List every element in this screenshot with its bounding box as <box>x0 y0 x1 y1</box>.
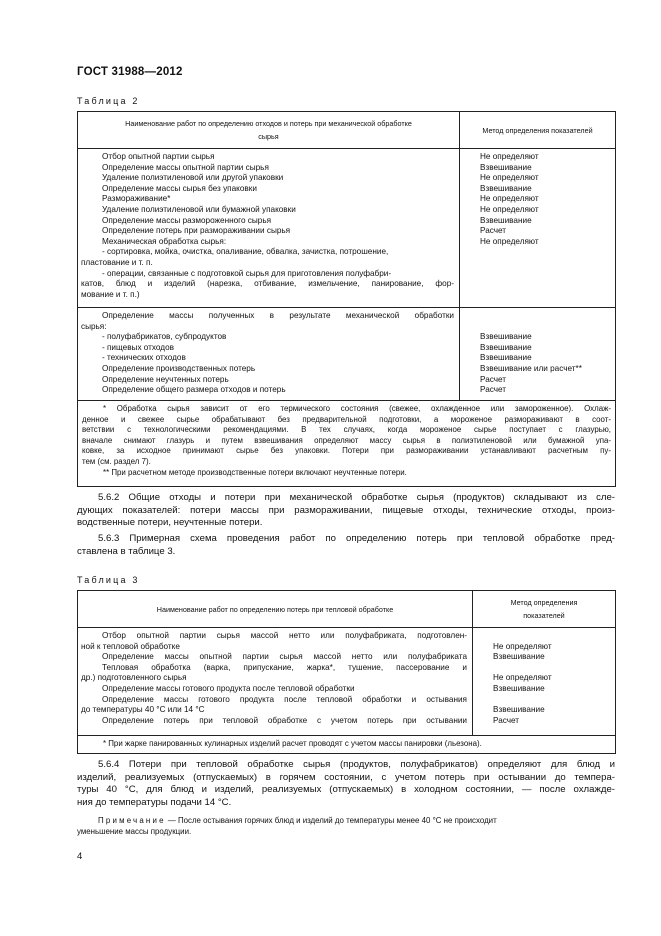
table-cell-line: Не определяют <box>493 641 552 651</box>
table-cell-line: Взвешивание <box>480 183 532 193</box>
paragraph-5-6-3 <box>77 533 615 558</box>
table2-section1-row <box>78 149 616 308</box>
table-cell-line: Не определяют <box>480 236 539 246</box>
table2-caption-word: Таблица <box>77 96 128 106</box>
table-cell-line: сырья: <box>81 321 107 331</box>
table2-header-method: Метод определения показателей <box>460 112 616 149</box>
note-label: Примечание <box>98 816 166 825</box>
table-cell-line: Взвешивание <box>480 162 532 172</box>
table-cell-line: Определение общего размера отходов и потерь <box>102 385 286 395</box>
table-cell-line: Механическая обработка сырья: <box>102 236 227 246</box>
table-cell-line: пластование и т. п. <box>81 257 153 267</box>
table2-caption <box>77 96 137 106</box>
table-cell-line: - полуфабрикатов, субпродуктов <box>102 332 227 342</box>
table3-header-method-line: Метод определения <box>510 598 578 607</box>
table3-footnote <box>78 736 616 754</box>
paragraph-line: дующих показателей: потери массы при размораживании, пищевые отходы, технические отходы, произ- <box>77 504 615 516</box>
table-cell-line: Определение массы сырья без упаковки <box>102 183 257 193</box>
table3-header-row <box>78 591 616 628</box>
paragraph-line: туры 40 °С, для блюд и изделий, реализуемых (отпускаемых) в холодном состоянии, — после охлажде- <box>77 784 615 796</box>
table2-section2-work <box>78 308 460 401</box>
table-cell-line: Взвешивание <box>480 215 532 225</box>
table-cell-line: др.) подготовленного сырья <box>81 673 187 683</box>
footnote-line: ветствии с технологическими рекомендациями. В тех случаях, когда мороженое сырье поступает с глазурью, <box>82 425 611 435</box>
paragraph-5-6-4 <box>77 759 615 809</box>
note-block <box>77 815 615 838</box>
table2-footnote <box>78 401 616 487</box>
table-cell-line: Взвешивание <box>493 705 545 715</box>
table-cell-line: мование и т. п.) <box>81 289 140 299</box>
footnote-line: ** При расчетном методе производственные потери включают неучтенные потери. <box>103 467 407 477</box>
table-cell-line <box>493 695 612 706</box>
footnote-line: денное и свежее сырье обрабатывают без предварительной подготовки, а мороженое размораживают в соот- <box>82 414 611 424</box>
paragraph-5-6-2 <box>77 492 615 530</box>
table-cell-line: - пищевых отходов <box>102 342 174 352</box>
table3-caption-word: Таблица <box>77 575 128 585</box>
table-2 <box>77 111 616 487</box>
table-cell-line: Удаление полиэтиленовой или бумажной упаковки <box>102 204 296 214</box>
table-cell-line: Взвешивание <box>480 342 532 352</box>
table3-caption <box>77 575 137 585</box>
table3-header-work: Наименование работ по определению потерь при тепловой обработке <box>78 591 473 628</box>
table-cell-line: Определение производственных потерь <box>102 363 256 373</box>
note-line-2: уменьшение массы продукции. <box>77 827 192 837</box>
table-cell-line: Размораживание* <box>102 194 171 204</box>
table-cell-line: Взвешивание или расчет** <box>480 363 582 373</box>
table-cell-line <box>493 663 612 674</box>
page-number: 4 <box>77 851 83 862</box>
table2-section2-method <box>460 308 616 401</box>
table-cell-line: Удаление полиэтиленовой или другой упаковки <box>102 173 284 183</box>
table3-body-row <box>78 628 616 736</box>
table3-body-work <box>78 628 473 736</box>
table-cell-line: Взвешивание <box>480 332 532 342</box>
table-cell-line: Взвешивание <box>493 652 545 662</box>
table-cell-line: до температуры 40 °С или 14 °С <box>81 705 205 715</box>
table3-footnote-row <box>78 736 616 754</box>
table3-header-method-line: показателей <box>523 611 565 620</box>
table3-caption-number: 3 <box>132 575 138 585</box>
note-line-1 <box>77 815 615 826</box>
table-cell-line: Отбор опытной партии сырья массой нетто или полуфабриката, подготовлен- <box>102 631 467 640</box>
table3-header-method <box>473 591 616 628</box>
table-cell-line: Не определяют <box>480 173 539 183</box>
paragraph-line: изделий, реализуемых (отпускаемых) в горячем состоянии, с учетом потерь при остывании до темпера- <box>77 771 615 783</box>
table-cell-line: - операции, связанные с подготовкой сырья для приготовления полуфабри- <box>102 268 392 278</box>
table-cell-line: Определение потерь при размораживании сырья <box>102 226 291 236</box>
note-text: — После остывания горячих блюд и изделий до температуры менее 40 °С не происходит <box>165 816 497 825</box>
table2-header-work-line: сырья <box>258 132 279 141</box>
table-cell-line: Не определяют <box>480 204 539 214</box>
table-cell-line: ной к тепловой обработке <box>81 641 180 651</box>
paragraph-line: ния до температуры подачи 14 °С. <box>77 796 232 808</box>
document-code: ГОСТ 31988—2012 <box>77 66 183 78</box>
table-cell-line: - сортировка, мойка, очистка, опаливание, обвалка, зачистка, потрошение, <box>102 247 389 257</box>
table-cell-line: Расчет <box>480 374 507 384</box>
paragraph-line: 5.6.4 Потери при тепловой обработке сырья (продуктов, полуфабрикатов) определяют для блюд и <box>98 759 615 770</box>
paragraph-line: 5.6.2 Общие отходы и потери при механической обработке сырья (продуктов) складывают из сле- <box>98 492 615 503</box>
table-cell-line: Расчет <box>480 385 507 395</box>
paragraph-line: водственные потери, неучтенные потери. <box>77 517 263 529</box>
table2-caption-number: 2 <box>132 96 138 106</box>
table2-header-row <box>78 112 616 149</box>
table2-section1-work <box>78 149 460 308</box>
table2-header-work-line: Наименование работ по определению отходов и потерь при механической обработке <box>125 119 412 128</box>
paragraph-line: ставлена в таблице 3. <box>77 545 176 557</box>
table-cell-line: Определение массы размороженного сырья <box>102 215 272 225</box>
table-cell-line <box>493 631 612 642</box>
table-cell-line: Определение неучтенных потерь <box>102 374 229 384</box>
table2-section1-method <box>460 149 616 308</box>
table2-footnote-row <box>78 401 616 487</box>
table-cell-line: катов, блюд и изделий (нарезка, отбивание, измельчение, панирование, фор- <box>81 279 454 289</box>
table-3 <box>77 590 616 754</box>
table-cell-line: Взвешивание <box>493 683 545 693</box>
footnote-line: * Обработка сырья зависит от его термического состояния (свежее, охлажденное или замороженное). Охлаж- <box>103 404 611 413</box>
footnote-line: * При жарке панированных кулинарных изделий расчет проводят с учетом массы панировки (льезона). <box>103 739 482 748</box>
footnote-line: ковке, за исходное принимают сырье без упаковки. Потери при размораживании устанавливают расчетным пу- <box>82 446 611 456</box>
table-cell-line: Определение массы готового продукта после тепловой обработки и остывания <box>102 694 467 704</box>
table3-body-method <box>473 628 616 736</box>
table2-header-work <box>78 112 460 149</box>
table-cell-line: Тепловая обработка (варка, припускание, жарка*, тушение, пассерование и <box>102 662 467 672</box>
table-cell-line: - технических отходов <box>102 353 186 363</box>
table-cell-line: Расчет <box>480 226 507 236</box>
table-cell-line: Определение массы опытной партии сырья <box>102 162 269 172</box>
table-cell-line: Взвешивание <box>480 353 532 363</box>
footnote-line: вначале снимают глазурь и путем взвешивания определяют массу сырья в полиэтиленовой или бумажной упа- <box>82 435 611 445</box>
table-cell-line: Определение массы опытной партии сырья массой нетто или полуфабриката <box>102 652 467 662</box>
table2-section2-row <box>78 308 616 401</box>
table-cell-line: Определение потерь при тепловой обработке с учетом потерь при остывании <box>102 715 467 725</box>
table-cell-line: Не определяют <box>480 194 539 204</box>
paragraph-line: 5.6.3 Примерная схема проведения работ по определению потерь при тепловой обработке пред- <box>98 533 615 544</box>
table-cell-line: Отбор опытной партии сырья <box>102 152 215 161</box>
table-cell-line: Расчет <box>493 715 520 725</box>
table-cell-line: Не определяют <box>480 152 539 161</box>
table-cell-line: Не определяют <box>493 673 552 683</box>
table-cell-line: Определение массы полученных в результате механической обработки <box>102 311 454 320</box>
footnote-line: тем (см. раздел 7). <box>82 456 151 466</box>
table-cell-line: Определение массы готового продукта после тепловой обработки <box>102 683 355 693</box>
